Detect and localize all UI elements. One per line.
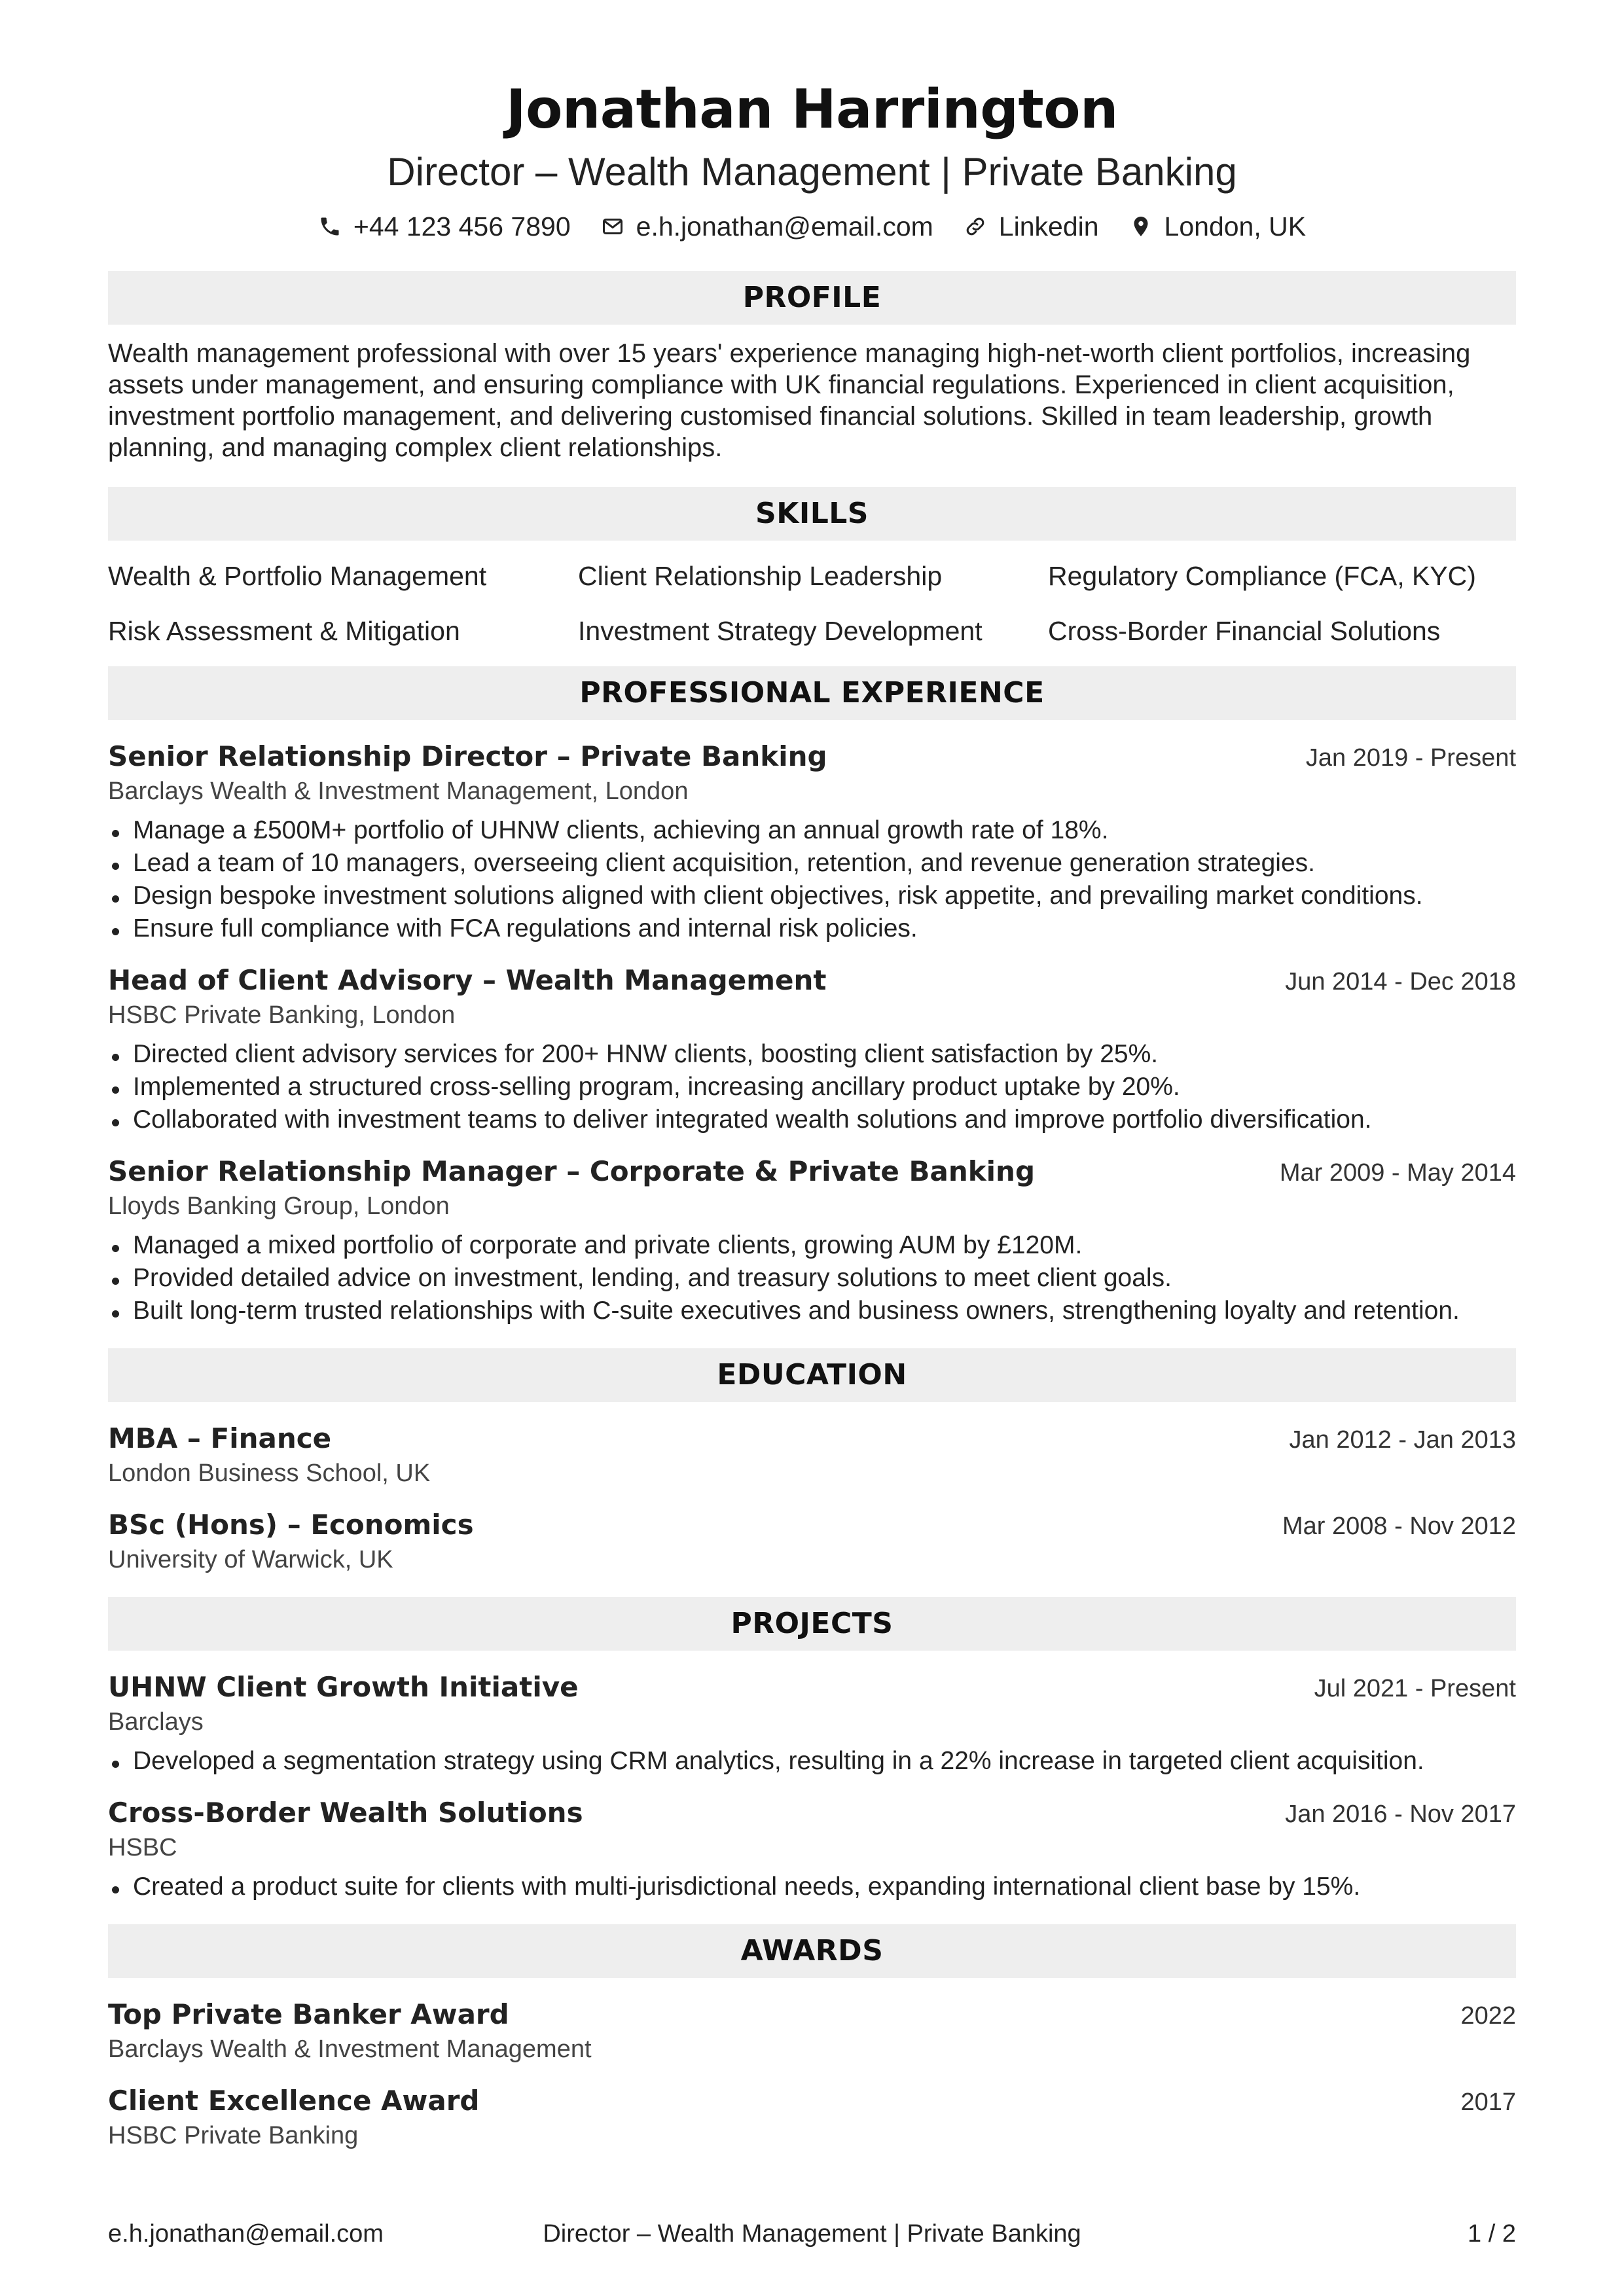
job-company: HSBC Private Banking, London [108,1001,456,1029]
footer-headline: Director – Wealth Management | Private Banking [543,2220,1081,2248]
skill-item: Regulatory Compliance (FCA, KYC) [1048,561,1476,591]
award-year: 2017 [1460,2089,1516,2116]
page-footer [108,2217,1516,2250]
project-bullets [108,1871,1516,1903]
projects-list [108,1670,1516,1903]
bullet-item: Ensure full compliance with FCA regulations and internal risk policies. [108,912,1516,945]
skill-item: Investment Strategy Development [578,616,983,646]
skills-section [108,487,1516,647]
bullet-item: Implemented a structured cross-selling program, increasing ancillary product uptake by 20%. [108,1071,1516,1103]
phone-icon [318,215,342,238]
education-section [108,1348,1516,1576]
skill-item: Cross-Border Financial Solutions [1048,616,1441,646]
bullet-item: Developed a segmentation strategy using CRM analytics, resulting in a 22% increase in targeted client acquisition. [108,1745,1516,1778]
job-title: Senior Relationship Director – Private Banking [108,740,827,772]
skill-item: Risk Assessment & Mitigation [108,616,460,646]
degree-school: University of Warwick, UK [108,1546,393,1573]
skill-item: Wealth & Portfolio Management [108,561,487,591]
resume-header [108,0,1516,246]
contact-linkedin-text: Linkedin [998,211,1099,242]
profile-heading: PROFILE [108,271,1516,325]
contact-location [1129,207,1307,246]
education-entry [108,1422,1516,1490]
job-date: Jun 2014 - Dec 2018 [1285,968,1516,996]
candidate-headline: Director – Wealth Management | Private Banking [387,150,1237,194]
award-year: 2022 [1460,2002,1516,2030]
job-title: Head of Client Advisory – Wealth Management [108,964,827,996]
projects-heading: PROJECTS [108,1597,1516,1651]
project-date: Jul 2021 - Present [1314,1675,1516,1702]
candidate-name: Jonathan Harrington [506,79,1118,141]
job-title: Senior Relationship Manager – Corporate & Private Banking [108,1155,1036,1187]
bullet-item: Lead a team of 10 managers, overseeing client acquisition, retention, and revenue generation strategies. [108,847,1516,880]
experience-section [108,666,1516,1327]
resume-page [108,0,1516,2296]
footer-page-number: 1 / 2 [1468,2220,1516,2248]
profile-text: Wealth management professional with over 15 years' experience managing high-net-worth client portfolios, increasing assets under management, and ensuring compliance with UK financial regulations. Experienced in client acquisition, investment portfolio management, and delivering customised financial solutions. Skilled in team leadership, growth planning, and managing complex client relationships. [108,339,1471,462]
profile-section [108,271,1516,463]
award-org: Barclays Wealth & Investment Management [108,2036,592,2063]
project-title: Cross-Border Wealth Solutions [108,1797,583,1829]
experience-entry [108,740,1516,945]
bullet-item: Managed a mixed portfolio of corporate and private clients, growing AUM by £120M. [108,1229,1516,1262]
award-title: Top Private Banker Award [108,1998,509,2030]
education-heading: EDUCATION [108,1348,1516,1402]
awards-section [108,1924,1516,2152]
contact-bar [108,207,1516,246]
education-entry [108,1508,1516,1576]
location-pin-icon [1129,215,1153,238]
experience-heading: PROFESSIONAL EXPERIENCE [108,666,1516,720]
project-title: UHNW Client Growth Initiative [108,1671,579,1703]
job-company: Lloyds Banking Group, London [108,1193,450,1220]
footer-email: e.h.jonathan@email.com [108,2220,384,2248]
link-icon [964,215,987,238]
project-entry [108,1796,1516,1903]
project-org: HSBC [108,1834,177,1861]
skills-grid [108,560,1516,647]
bullet-item: Manage a £500M+ portfolio of UHNW clients, achieving an annual growth rate of 18%. [108,814,1516,847]
contact-phone[interactable] [318,207,571,246]
job-bullets [108,1038,1516,1136]
awards-heading: AWARDS [108,1924,1516,1978]
project-bullets [108,1745,1516,1778]
bullet-item: Created a product suite for clients with multi-jurisdictional needs, expanding international client base by 15%. [108,1871,1516,1903]
job-bullets [108,1229,1516,1327]
contact-phone-text: +44 123 456 7890 [353,211,571,242]
experience-entry [108,963,1516,1136]
contact-location-text: London, UK [1164,211,1307,242]
degree-date: Mar 2008 - Nov 2012 [1282,1513,1516,1540]
job-bullets [108,814,1516,945]
degree-title: BSc (Hons) – Economics [108,1509,474,1541]
job-date: Jan 2019 - Present [1305,744,1516,772]
experience-entry [108,1155,1516,1327]
bullet-item: Directed client advisory services for 200+ HNW clients, boosting client satisfaction by 25%. [108,1038,1516,1071]
education-list [108,1422,1516,1576]
degree-date: Jan 2012 - Jan 2013 [1289,1426,1516,1454]
contact-email-text: e.h.jonathan@email.com [636,211,933,242]
project-date: Jan 2016 - Nov 2017 [1285,1801,1516,1828]
contact-linkedin[interactable] [964,207,1099,246]
award-title: Client Excellence Award [108,2085,480,2117]
projects-section [108,1597,1516,1903]
project-org: Barclays [108,1708,204,1736]
experience-list [108,740,1516,1327]
bullet-item: Provided detailed advice on investment, lending, and treasury solutions to meet client goals. [108,1262,1516,1295]
bullet-item: Collaborated with investment teams to deliver integrated wealth solutions and improve portfolio diversification. [108,1103,1516,1136]
job-company: Barclays Wealth & Investment Management, London [108,778,689,805]
bullet-item: Built long-term trusted relationships with C-suite executives and business owners, strengthening loyalty and retention. [108,1295,1516,1327]
skills-heading: SKILLS [108,487,1516,541]
award-org: HSBC Private Banking [108,2122,359,2149]
project-entry [108,1670,1516,1778]
award-entry [108,1998,1516,2066]
skill-item: Client Relationship Leadership [578,561,943,591]
awards-list [108,1998,1516,2152]
job-date: Mar 2009 - May 2014 [1279,1159,1516,1187]
bullet-item: Design bespoke investment solutions aligned with client objectives, risk appetite, and prevailing market conditions. [108,880,1516,912]
degree-title: MBA – Finance [108,1422,332,1454]
contact-email[interactable] [601,207,933,246]
mail-icon [601,215,624,238]
degree-school: London Business School, UK [108,1460,431,1487]
award-entry [108,2084,1516,2152]
